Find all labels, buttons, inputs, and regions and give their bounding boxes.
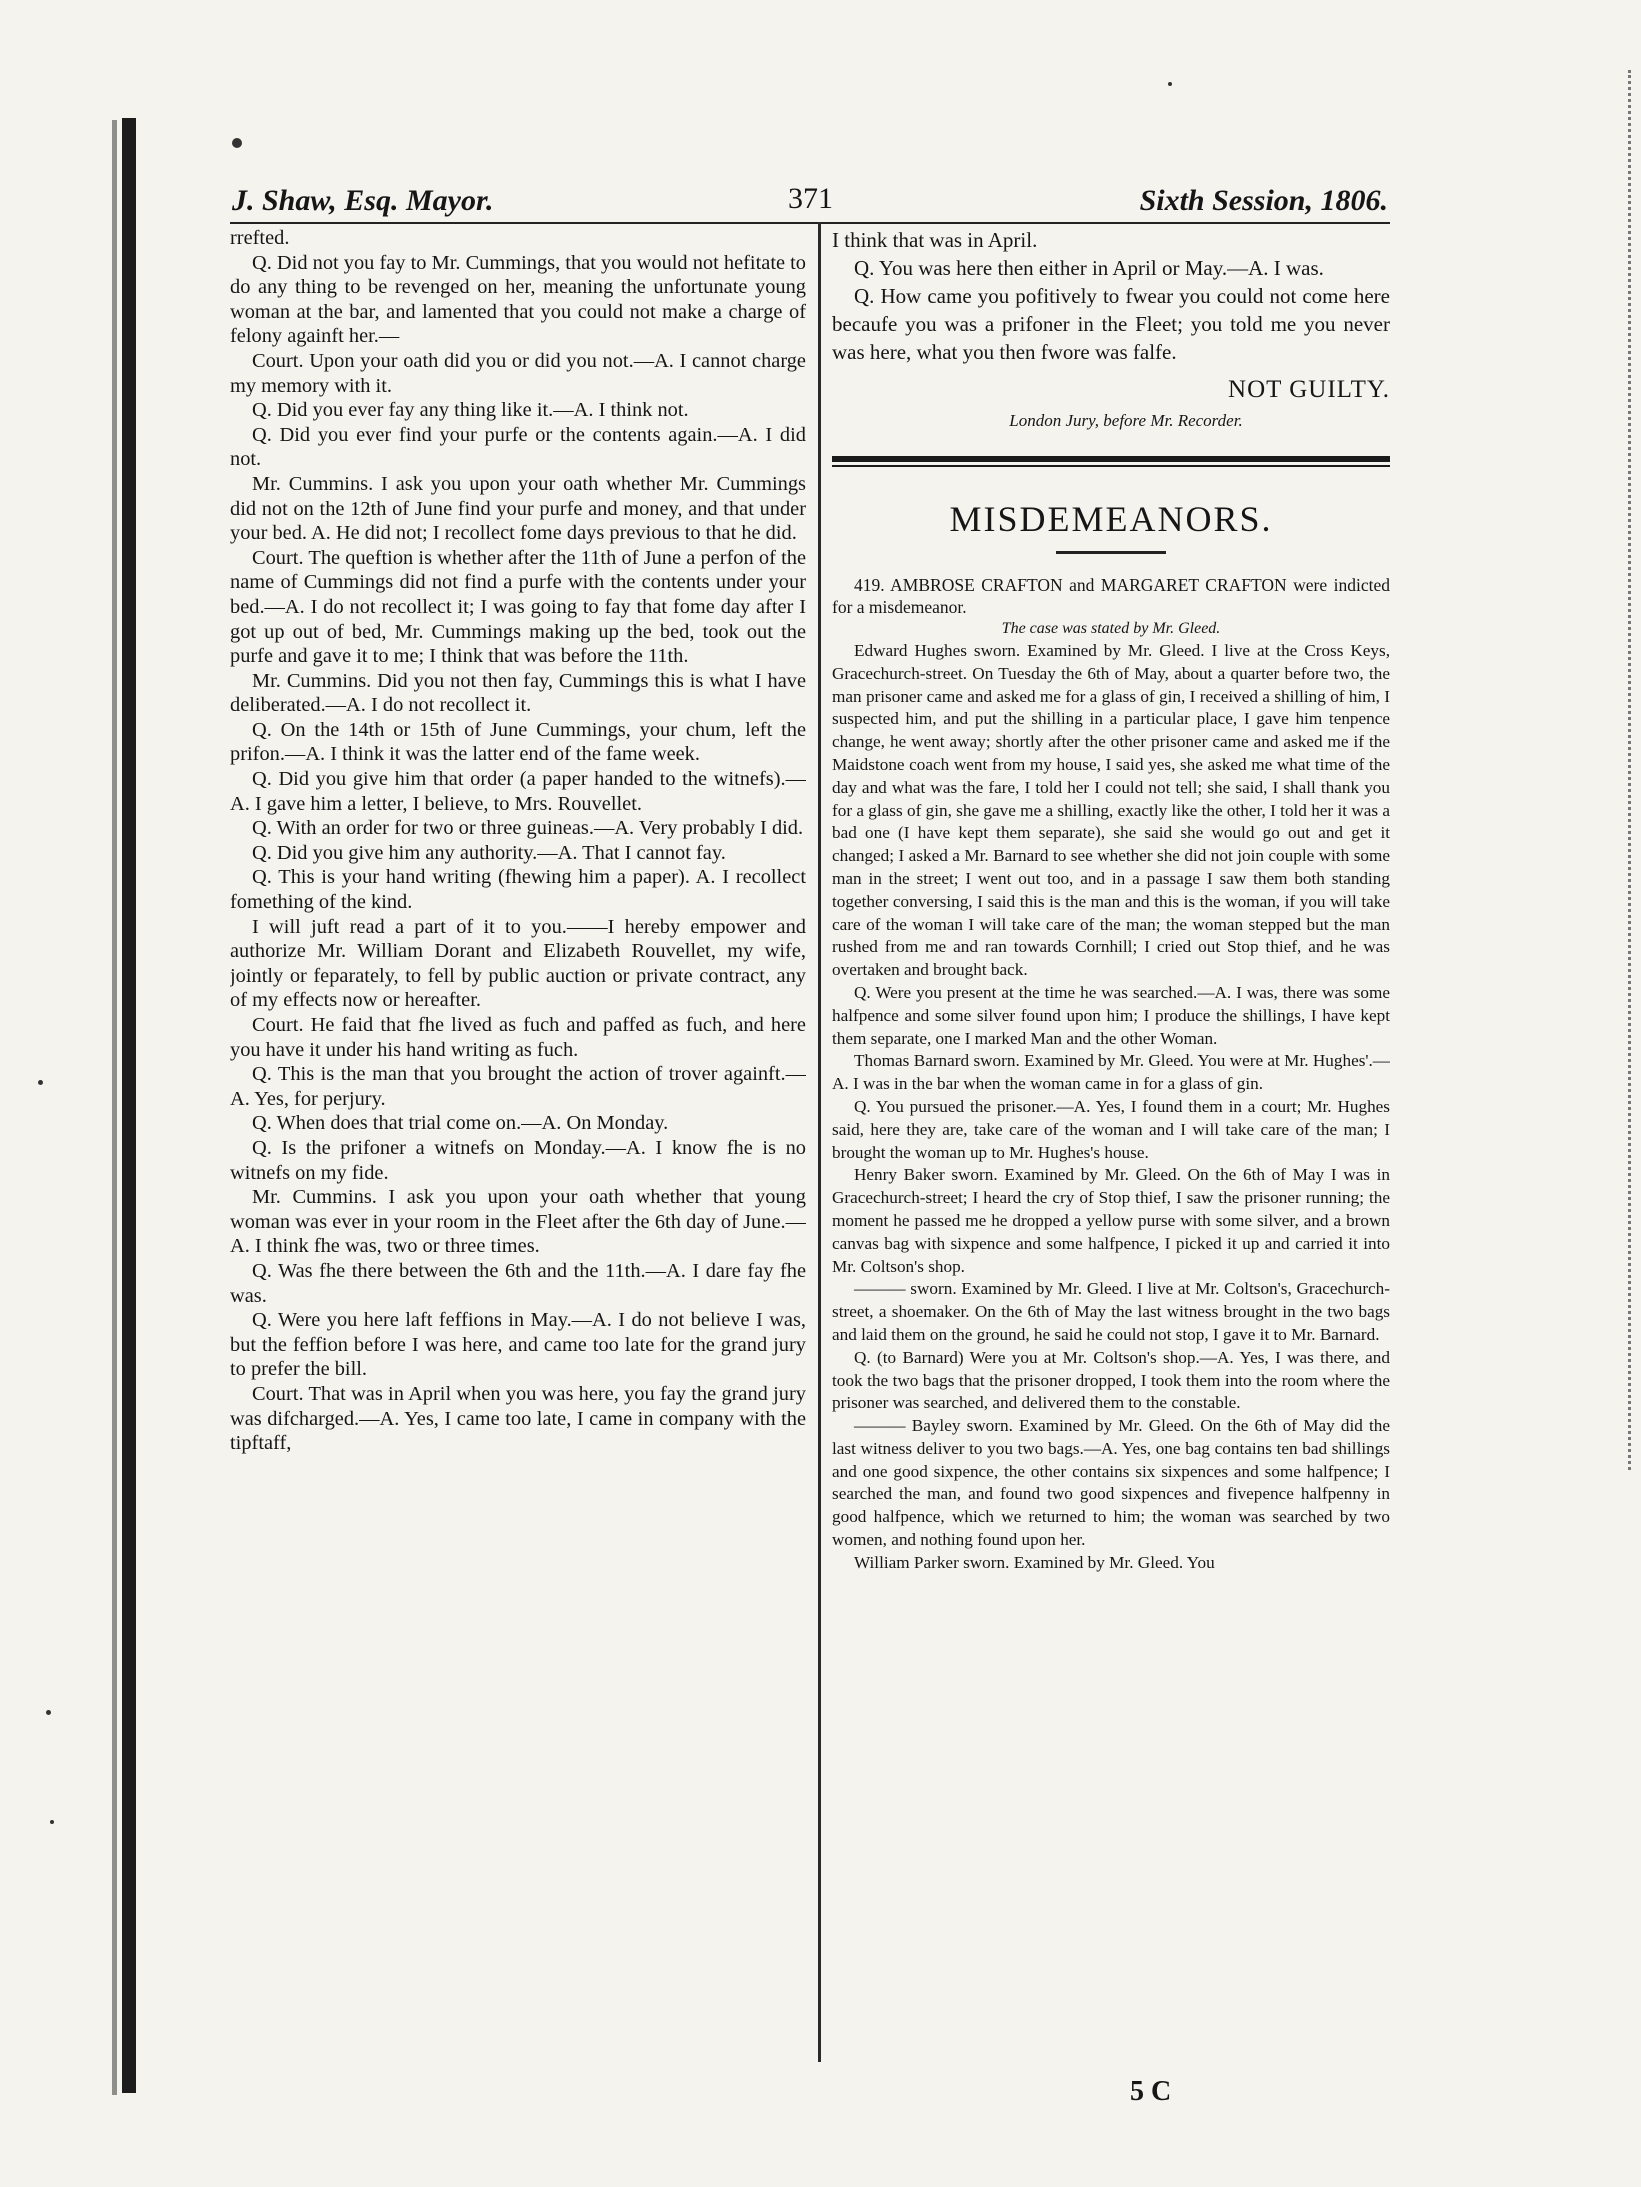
paragraph: I think that was in April. [832,228,1038,252]
paragraph: Q. How came you pofitively to fwear you could not come here becaufe you was a prifoner in the Fleet; you told me you never was here, what you then fwore was falfe. [832,284,1390,364]
paragraph: Court. The queftion is whether after the 11th of June a perfon of the name of Cummings did not find a purfe with the contents under your bed.—A. I do not recollect it; I was going to fay that fome day after I got up out of bed, Mr. Cummings making up the bed, took out the purfe and gave it to me; I think that was before the 11th. [230,546,806,668]
ink-speck [232,138,242,148]
paragraph: Q. Was fhe there between the 6th and the 11th.—A. I dare fay fhe was. [230,1259,806,1307]
paragraph: Court. That was in April when you was here, you fay the grand jury was difcharged.—A. Yes, I came too late, I came in company with the tipftaff, [230,1382,806,1455]
paragraph: Henry Baker sworn. Examined by Mr. Gleed. On the 6th of May I was in Gracechurch-street; I heard the cry of Stop thief, I saw the prisoner running; the moment he passed me he dropped a yellow purse with some silver, and a brown canvas bag with sixpence and some halfpence, I picked it up and carried it into Mr. Coltson's shop. [832,1165,1390,1276]
paragraph: Q. Is the prifoner a witnefs on Monday.—A. I know fhe is no witnefs on my fide. [230,1136,806,1184]
paragraph: Q. Did you ever find your purfe or the contents again.—A. I did not. [230,423,806,471]
paragraph: Q. On the 14th or 15th of June Cummings, your chum, left the prifon.—A. I think it was the latter end of the fame week. [230,718,806,766]
paragraph: Q. You was here then either in April or May.—A. I was. [854,256,1324,280]
paragraph: William Parker sworn. Examined by Mr. Gleed. You [854,1552,1215,1572]
column-divider [818,222,821,2062]
section-title: MISDEMEANORS. [949,499,1273,539]
paragraph: Mr. Cummins. Did you not then fay, Cummings this is what I have deliberated.—A. I do not recollect it. [230,669,806,717]
paragraph: Q. With an order for two or three guineas.—A. Very probably I did. [252,817,804,840]
paragraph: Court. Upon your oath did you or did you not.—A. I cannot charge my memory with it. [230,349,806,397]
ink-speck [46,1710,51,1715]
paragraph: Q. Were you present at the time he was searched.—A. I was, there was some halfpence and some silver found upon him; I produce the shillings, I have kept them separate, one I marked Man and the other Woman. [832,982,1390,1048]
case-note: The case was stated by Mr. Gleed. [1001,620,1221,637]
paragraph: Edward Hughes sworn. Examined by Mr. Gleed. I live at the Cross Keys, Gracechurch-street. On Tuesday the 6th of May, about a quarter before two, the man prisoner came and asked me for a glass of gin, I received a shilling of him, I suspected him, and put the shilling in a particular place, I gave him tenpence change, he went away; shortly after the other prisoner came and asked me if the Maidstone coach went from my house, I said yes, she asked me what time of the day and what was the fare, I told her I could not tell; she said, I shall thank you for a glass of gin, she gave me a shilling, exactly like the other, I told her it was a bad one (I have kept them separate), she said she would go out and get it changed; I asked a Mr. Barnard to see whether she did not join couple with some man in the street; I went out too, and in a passage I saw them both standing together conversing, I said this is the man and this is the woman, if you will take care of the woman I will take care of the man; the woman stepped but the man rushed from me and ran towards Cornhill; I cried out Stop thief, and he was overtaken and brought back. [832,641,1390,980]
ink-speck [50,1820,54,1824]
paragraph: Mr. Cummins. I ask you upon your oath whether Mr. Cummings did not on the 12th of June find your purfe and money, and that under your bed. A. He did not; I recollect fome days previous to that he did. [230,472,806,545]
title-rule [1056,551,1166,554]
testimony-continuation [832,226,1390,366]
left-column [230,226,806,2076]
page-edge-speckle [1624,70,1631,1470]
section-rule-thin [832,465,1390,467]
paragraph: ——— Bayley sworn. Examined by Mr. Gleed. On the 6th of May did the last witness deliver to you two bags.—A. Yes, one bag contains ten bad shillings and one good sixpence, the other contains six sixpences and some halfpence; I searched the man, and found two good sixpences and fivepence halfpenny in good halfpence, which we returned to him; the woman was searched by two women, and nothing found upon her. [832,1416,1390,1550]
paragraph: Q. Did you ever fay any thing like it.—A. I think not. [252,399,689,422]
page-header [232,180,1388,224]
paragraph: Mr. Cummins. I ask you upon your oath whether that young woman was ever in your room in the Fleet after the 6th day of June.—A. I think fhe was, two or three times. [230,1186,806,1258]
jury-note: London Jury, before Mr. Recorder. [1009,411,1243,430]
paragraph: Q. (to Barnard) Were you at Mr. Coltson's shop.—A. Yes, I was there, and took the two bags that the prisoner dropped, I took them into the room where the prisoner was searched, and delivered them to the constable. [832,1347,1390,1413]
paragraph: I will juft read a part of it to you.——I hereby empower and authorize Mr. William Dorant and Elizabeth Rouvellet, my wife, jointly or feparately, to fell by public auction or private contract, any of my effects now or hereafter. [230,915,806,1012]
header-left: J. Shaw, Esq. Mayor. [232,184,494,217]
binding-shadow-edge [112,120,117,2095]
paragraph: Q. When does that trial come on.—A. On Monday. [252,1112,669,1135]
paragraph: Q. Did you give him any authority.—A. That I cannot fay. [252,841,726,864]
section-rule-thick [832,456,1390,462]
signature-mark: 5 C [1130,2076,1172,2107]
case-heading: 419. AMBROSE CRAFTON and MARGARET CRAFTON were indicted for a misdemeanor. [832,575,1390,617]
ink-speck [1168,82,1172,86]
paragraph: Q. Did you give him that order (a paper handed to the witnefs).—A. I gave him a letter, I believe, to Mrs. Rouvellet. [230,768,806,815]
binding-shadow [122,118,136,2093]
paragraph: ——— sworn. Examined by Mr. Gleed. I live at Mr. Coltson's, Gracechurch-street, a shoemaker. On the 6th of May the last witness brought in the two bags and laid them on the ground, he said he could not stop, I gave it to Mr. Barnard. [832,1279,1390,1344]
paragraph: Thomas Barnard sworn. Examined by Mr. Gleed. You were at Mr. Hughes'.—A. I was in the bar when the woman came in for a glass of gin. [832,1051,1390,1094]
ink-speck [38,1080,43,1085]
paragraph: Q. You pursued the prisoner.—A. Yes, I found them in a court; Mr. Hughes said, here they are, take care of the woman and I will take care of the man; I brought the woman up to Mr. Hughes's house. [832,1096,1390,1162]
paragraph: Q. Were you here laft feffions in May.—A. I do not believe I was, but the feffion before I was here, and came too late for the grand jury to prefer the bill. [230,1309,806,1381]
header-right: Sixth Session, 1806. [1139,184,1388,217]
paragraph: Q. This is your hand writing (fhewing him a paper). A. I recollect fomething of the kind. [230,866,806,914]
testimony [832,640,1390,1575]
paragraph: Q. This is the man that you brought the action of trover againft.—A. Yes, for perjury. [230,1063,806,1110]
header-rule [230,222,1390,224]
paragraph: Q. Did not you fay to Mr. Cummings, that you would not hefitate to do any thing to be revenged on her, meaning the unfortunate young woman at the bar, and lamented that you could not make a charge of felony againft her.— [230,251,806,348]
verdict: NOT GUILTY. [1228,376,1390,403]
right-column [832,226,1390,2076]
page-number: 371 [788,182,833,215]
paragraph: Court. He faid that fhe lived as fuch and paffed as fuch, and here you have it under his hand writing as fuch. [230,1014,806,1061]
paragraph: rrefted. [230,227,290,249]
